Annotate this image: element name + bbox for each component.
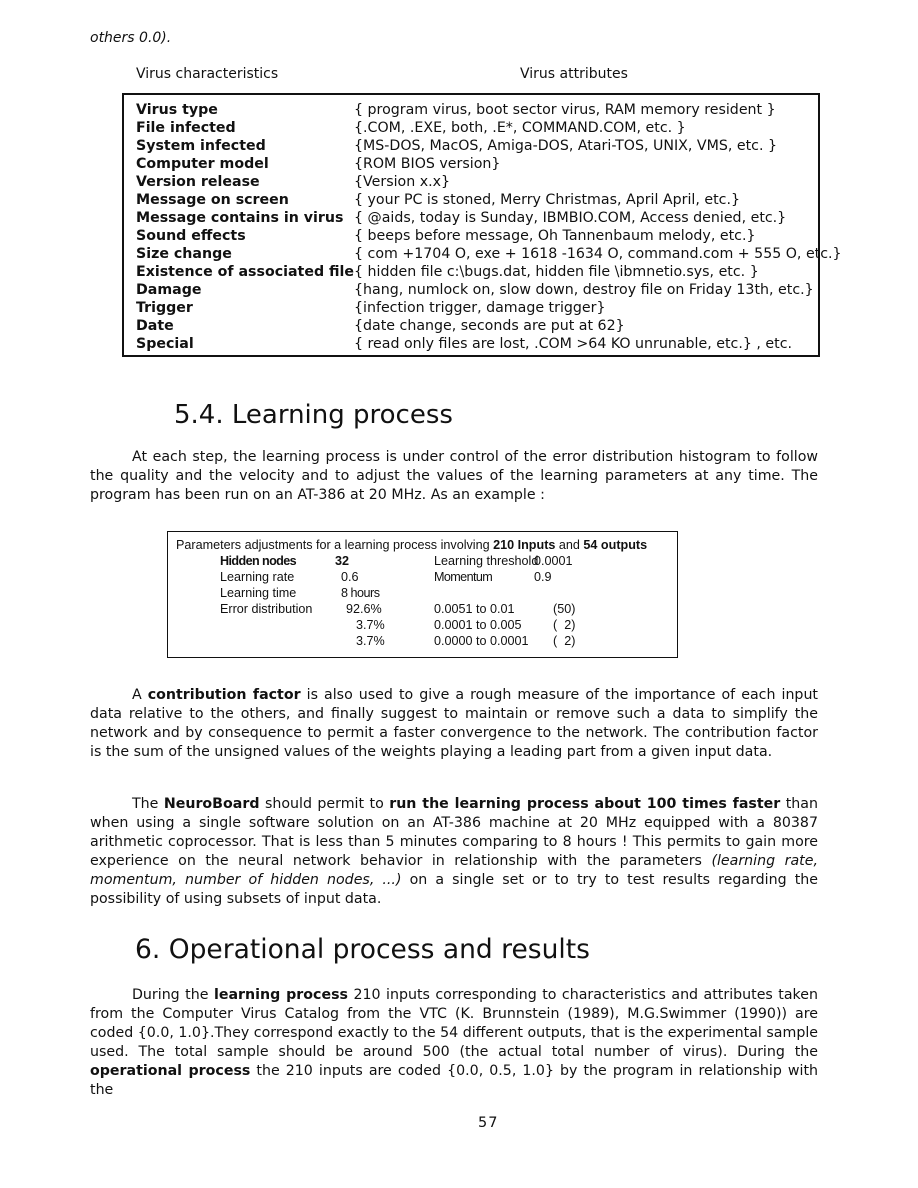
caption-inputs: 210 Inputs	[493, 538, 556, 552]
caption-text: Parameters adjustments for a learning process involving	[176, 538, 494, 552]
header-fragment: others 0.0).	[90, 30, 172, 46]
learning-time-value: 8 hours	[341, 586, 380, 600]
momentum-label: Momentum	[434, 570, 493, 584]
paragraph-neuroboard	[90, 795, 818, 909]
row-label: Sound effects	[136, 228, 246, 244]
error-distribution-label: Error distribution	[220, 602, 313, 616]
row-value: { beeps before message, Oh Tannenbaum melody, etc.}	[354, 228, 756, 244]
row-label: Message on screen	[136, 192, 289, 208]
learning-threshold-label: Learning threshold	[434, 554, 539, 568]
section-title-learning-process: 5.4. Learning process	[174, 400, 453, 430]
row-label: Virus type	[136, 102, 218, 118]
row-value: {.COM, .EXE, both, .E*, COMMAND.COM, etc. }	[354, 120, 686, 136]
row-value: {hang, numlock on, slow down, destroy file on Friday 13th, etc.}	[354, 282, 814, 298]
error-range: 0.0051 to 0.01	[434, 602, 515, 616]
operational-b1: learning process	[213, 987, 348, 1003]
learning-rate-value: 0.6	[341, 570, 359, 584]
momentum-value: 0.9	[534, 570, 552, 584]
row-value: { program virus, boot sector virus, RAM memory resident }	[354, 102, 776, 118]
learning-threshold-value: 0.0001	[534, 554, 573, 568]
error-percent: 92.6%	[346, 602, 382, 616]
hidden-nodes-value: 32	[335, 554, 350, 568]
page-number: 57	[478, 1115, 499, 1131]
parameters-caption	[176, 537, 647, 553]
error-count: (50)	[553, 602, 576, 616]
error-count: ( 2)	[553, 634, 576, 648]
caption-and: and	[555, 538, 584, 552]
row-label: File infected	[136, 120, 236, 136]
neuroboard-i1: (learning rate, momentum, number of hidden nodes, ...)	[90, 853, 818, 888]
contribution-text	[90, 686, 818, 762]
row-value: { hidden file c:\bugs.dat, hidden file \ibmnetio.sys, etc. }	[354, 264, 759, 280]
row-value: {Version x.x}	[354, 174, 451, 190]
error-count: ( 2)	[553, 618, 576, 632]
neuroboard-t4: on a single set or to try to test results regarding the possibility of using subsets of input data.	[90, 872, 818, 907]
row-value: {MS-DOS, MacOS, Amiga-DOS, Atari-TOS, UNIX, VMS, etc. }	[354, 138, 778, 154]
row-value: { com +1704 O, exe + 1618 -1634 O, command.com + 555 O, etc.}	[354, 246, 842, 262]
contribution-post: is also used to give a rough measure of the importance of each input data relative to the others, and finally suggest to maintain or remove such a data to simplify the network and by consequence to permit a faster convergence to the network. The contribution factor is the sum of the unsigned values of the weights playing a leading part from a given input data.	[90, 687, 818, 760]
row-label: Message contains in virus	[136, 210, 344, 226]
row-label: Special	[136, 336, 194, 352]
neuroboard-b2: run the learning process about 100 times faster	[389, 796, 781, 812]
hidden-nodes-label: Hidden nodes	[220, 554, 297, 568]
row-label: Computer model	[136, 156, 269, 172]
learning-time-label: Learning time	[220, 586, 297, 600]
row-label: Version release	[136, 174, 260, 190]
row-label: Damage	[136, 282, 202, 298]
error-percent: 3.7%	[356, 634, 385, 648]
paragraph-contribution-factor	[90, 686, 818, 762]
learning-intro-text: At each step, the learning process is under control of the error distribution histogram to follow the quality and the velocity and to adjust the values of the learning parameters at any time. The program has been run on an AT-386 at 20 MHz. As an example :	[90, 449, 818, 503]
neuroboard-text	[90, 795, 818, 909]
row-label: Trigger	[136, 300, 193, 316]
paragraph-learning-intro	[90, 448, 818, 505]
row-value: { @aids, today is Sunday, IBMBIO.COM, Access denied, etc.}	[354, 210, 787, 226]
row-value: { read only files are lost, .COM >64 KO unrunable, etc.} , etc.	[354, 336, 793, 352]
neuroboard-t1: The	[132, 796, 164, 812]
operational-text	[90, 986, 818, 1100]
error-range: 0.0000 to 0.0001	[434, 634, 529, 648]
virus-characteristics-header: Virus characteristics	[136, 66, 279, 82]
row-label: System infected	[136, 138, 266, 154]
learning-rate-label: Learning rate	[220, 570, 295, 584]
row-label: Existence of associated file	[136, 264, 355, 280]
paragraph-operational	[90, 986, 818, 1100]
operational-t1: During the	[132, 987, 214, 1003]
operational-t2: 210 inputs corresponding to characteristics and attributes taken from the Computer Virus Catalog from the VTC (K. Brunnstein (1989), M.G.Swimmer (1990)) are coded {0.0, 1.0}.They correspond exactly to the 54 different outputs, that is the experimental sample used. The total sample should be around 500 (the actual total number of virus). During the	[90, 987, 818, 1060]
contribution-pre: A	[132, 687, 148, 703]
operational-t3: the 210 inputs are coded {0.0, 0.5, 1.0} by the program in relationship with the	[90, 1063, 818, 1098]
neuroboard-b1: NeuroBoard	[163, 796, 260, 812]
section-title-operational: 6. Operational process and results	[135, 934, 590, 965]
row-value: {date change, seconds are put at 62}	[354, 318, 625, 334]
row-value: {ROM BIOS version}	[354, 156, 501, 172]
neuroboard-t3: than when using a single software solution on an AT-386 machine at 20 MHz equipped with a 80387 arithmetic coprocessor. That is less than 5 minutes comparing to 8 hours ! This permits to gain more experience on the neural network behavior in relationship with the parameters	[90, 796, 818, 869]
row-value: {infection trigger, damage trigger}	[354, 300, 606, 316]
operational-b2: operational process	[90, 1063, 251, 1079]
caption-outputs: 54 outputs	[583, 538, 648, 552]
error-percent: 3.7%	[356, 618, 385, 632]
row-label: Date	[136, 318, 174, 334]
parameters-table	[167, 531, 678, 658]
virus-table	[122, 93, 842, 357]
row-value: { your PC is stoned, Merry Christmas, April April, etc.}	[354, 192, 740, 208]
neuroboard-t2: should permit to	[259, 796, 390, 812]
row-label: Size change	[136, 246, 232, 262]
virus-attributes-header: Virus attributes	[520, 66, 628, 82]
error-range: 0.0001 to 0.005	[434, 618, 522, 632]
contribution-bold: contribution factor	[147, 687, 301, 703]
